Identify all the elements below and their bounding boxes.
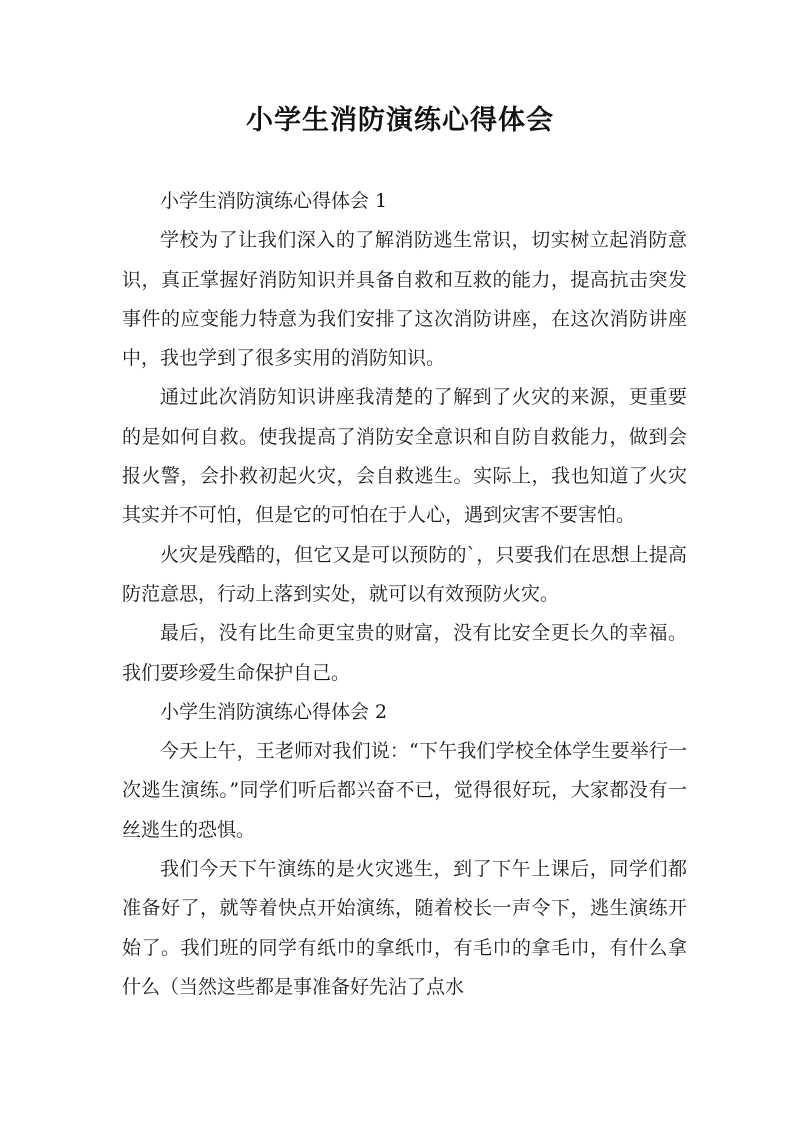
section-heading-1: 小学生消防演练心得体会 1 — [160, 190, 388, 212]
section-heading-2: 小学生消防演练心得体会 2 — [160, 700, 388, 723]
document-body — [122, 182, 687, 1007]
paragraph: 最后，没有比生命更宝贵的财富，没有比安全更长久的幸福。我们要珍爱生命保护自己。 — [122, 622, 687, 684]
paragraph: 火灾是残酷的，但它又是可以预防的`，只要我们在思想上提高防范意思，行动上落到实处，就可以有效预防火灾。 — [122, 543, 687, 605]
paragraph: 今天上午，王老师对我们说：“下午我们学校全体学生要举行一次逃生演练。”同学们听后都兴奋不已，觉得很好玩，大家都没有一丝逃生的恐惧。 — [122, 740, 687, 841]
paragraph: 学校为了让我们深入的了解消防逃生常识，切实树立起消防意识，真正掌握好消防知识并具备自救和互救的能力，提高抗击突发事件的应变能力特意为我们安排了这次消防讲座，在这次消防讲座中，我也学到了很多实用的消防知识。 — [122, 229, 687, 370]
paragraph: 我们今天下午演练的是火灾逃生，到了下午上课后，同学们都准备好了，就等着快点开始演练，随着校长一声令下，逃生演练开始了。我们班的同学有纸巾的拿纸巾，有毛巾的拿毛巾，有什么拿什么（当然这些都是事准备好先沾了点水 — [122, 858, 687, 998]
paragraph: 通过此次消防知识讲座我清楚的了解到了火灾的来源，更重要的是如何自救。使我提高了消防安全意识和自防自救能力，做到会报火警，会扑救初起火灾，会自救逃生。实际上，我也知道了火灾其实并不可怕，但是它的可怕在于人心，遇到灾害不要害怕。 — [122, 386, 687, 527]
document-title: 小学生消防演练心得体会 — [246, 105, 554, 136]
